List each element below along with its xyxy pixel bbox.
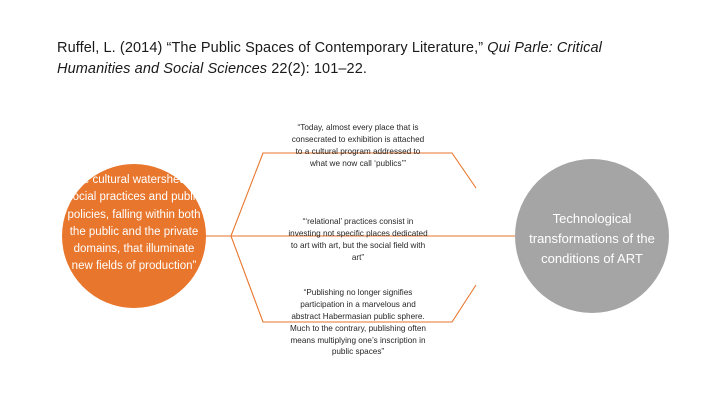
quote-box-3: “Publishing no longer signifies participation in a marvelous and abstract Habermasian public sphere. Much to the contrary, publishing often means multiplying one’s inscription in public spaces” <box>290 288 426 357</box>
quote-box-1: “Today, almost every place that is consecrated to exhibition is attached to a cultural program addressed to what we now call ‘publics’” <box>291 123 425 168</box>
citation-part-1: Ruffel, L. (2014) “The Public Spaces of Contemporary Literature,” <box>57 40 488 56</box>
quote-box-2: “‘relational’ practices consist in investing not specific places dedicated to art with art, but the social field with art” <box>288 217 428 262</box>
right-node-label: Technological transformations of the conditions of ART <box>529 211 655 267</box>
citation-part-2: 22(2): 101–22. <box>267 61 367 78</box>
citation-journal-title: Qui Parle: Critical Humanities and Social Sciences <box>57 40 602 78</box>
left-node-label: “the cultural watershed of social practices and public policies, falling within both the public and the private domains, that illuminate new fields of production” <box>66 174 202 273</box>
